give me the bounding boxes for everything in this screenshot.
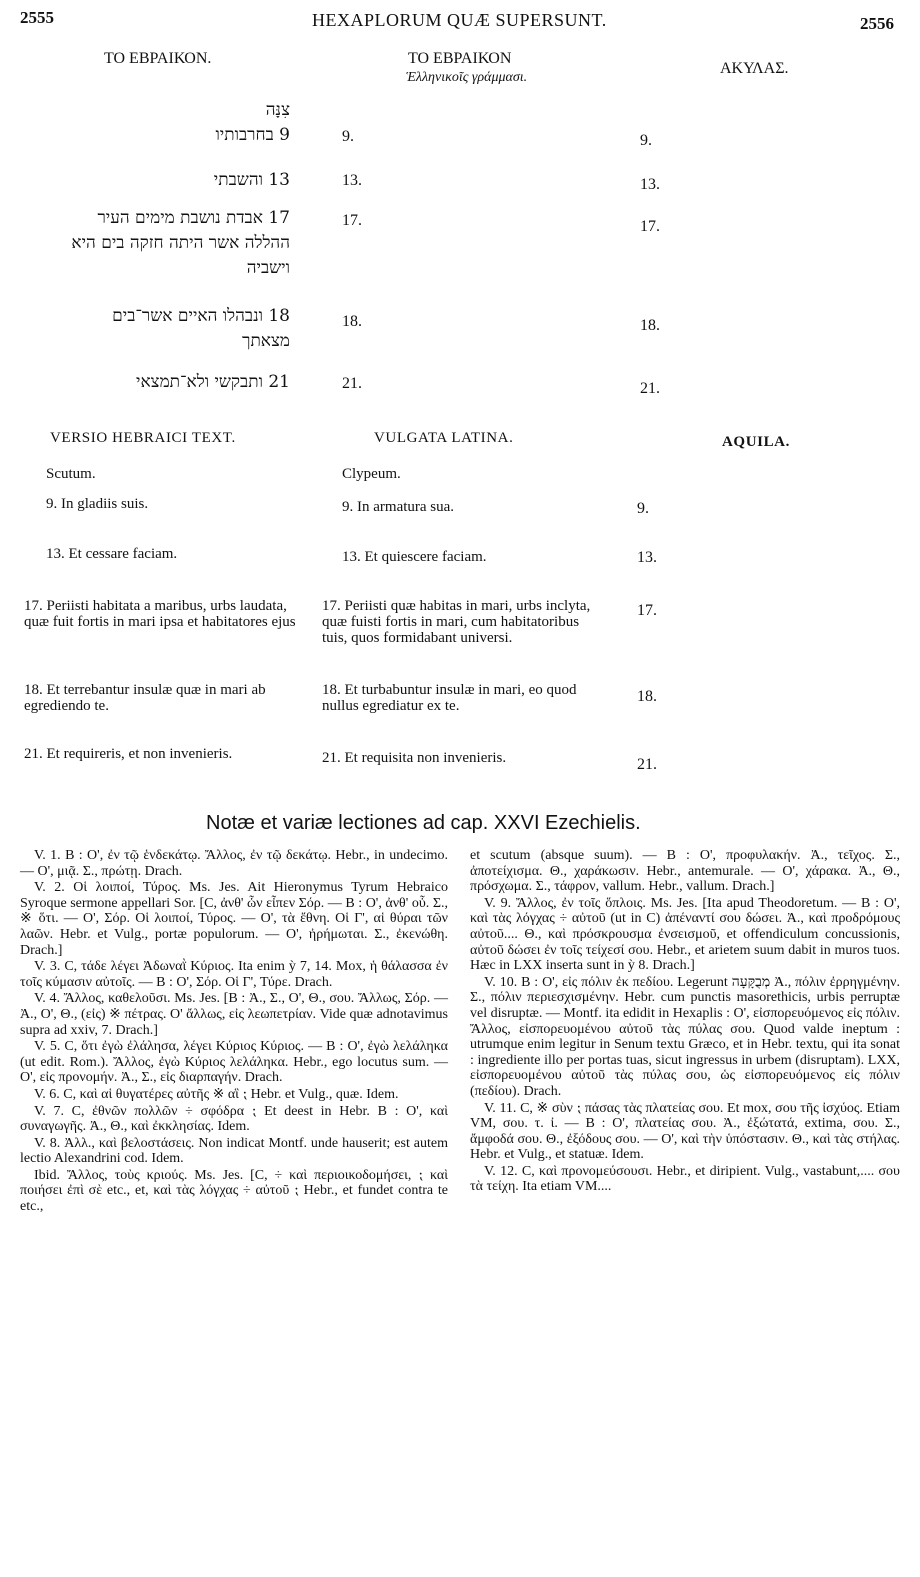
versio-text: 13. Et cessare faciam. <box>46 546 178 562</box>
page-number-left: 2555 <box>20 8 54 27</box>
versio-text: 21. Et requireris, et non invenieris. <box>24 746 233 762</box>
note-paragraph: V. 1. B : Ο', ἐν τῷ ἑνδεκάτῳ. Ἄλλος, ἐν τῷ δεκάτῳ. Hebr., in undecimo. — Ο', μιᾷ. Σ., πρώτῃ. Drach. <box>20 848 448 879</box>
vulgata-text: 18. Et turbabuntur insulæ in mari, eo quod nullus egrediatur ex te. <box>322 682 577 714</box>
note-paragraph: V. 2. Οἱ λοιποί, Τύρος. Ms. Jes. Ait Hieronymus Tyrum Hebraico Syroque sermone appellari Sor. [C, ἀνθ' ὧν εἶπεν Σόρ. — B : Ο', ἀνθ' οὗ. Σ., ※ ὅτι. — Ο', Σόρ. Οἱ λοιποί, Τύρος. — Ο', τὰ ἔθνη. Οἱ Γ', αἱ θύραι τῶν λαῶν. Hebr. et Vulg., portæ populorum. — Ο', ἠρήμωται. Σ., ἐκενώθη. Drach.] <box>20 880 448 958</box>
note-paragraph: V. 12. C, καὶ προνομεύσουσι. Hebr., et diripient. Vulg., vastabunt,.... σου τὰ τείχη. Ita etiam VM.... <box>470 1163 900 1195</box>
verse-number: 17. <box>637 602 657 619</box>
vulgata-text: Clypeum. <box>342 466 401 482</box>
note-paragraph: V. 5. C, ὅτι ἐγὼ ἐλάλησα, λέγει Κύριος Κύριος. — B : Ο', ἐγὼ λελάληκα (ut edit. Rom.). Ἄλλος, ἐγὼ Κύριος λελάληκα. Hebr., ego locutus sum. — Ο', εἰς προνομήν. Ἀ., Σ., εἰς διαρπαγήν. Drach. <box>20 1039 448 1086</box>
note-paragraph: V. 4. Ἄλλος, καθελοῦσι. Ms. Jes. [B : Ἀ., Σ., Ο', Θ., σου. Ἄλλως, Σόρ. — Ἀ., Ο', Θ., (εἰς) ※ πέτρας. Ο' ἄλλως, εἰς λεωπετρίαν. Vide quæ adnotavimus supra ad xxiv, 7. Drach.] <box>20 991 448 1038</box>
verse-number: 18. <box>640 317 660 334</box>
verse-number: 13. <box>342 172 362 189</box>
verse-number: 13. <box>640 176 660 193</box>
note-paragraph: V. 9. Ἄλλος, ἐν τοῖς ὅπλοις. Ms. Jes. [Ita apud Theodoretum. — B : Ο', καὶ τὰς λόγχας ÷ αὐτοῦ (ut in C) ἀπέναντί σου δώσει. Ἀ., καὶ προδρόμους αὐτοῦ.... Θ., καὶ πρόσκρουσμα ἐνσεισμοῦ, et offendiculum concussionis, αὐτοῦ δώσει ἐν τοῖς τείχεσί σου. Hebr., et arietem suum dabit in muros tuos. Hæc in LXX inserta sunt in ỳ 8. Drach.] <box>470 895 900 974</box>
running-title: HEXAPLORUM QUÆ SUPERSUNT. <box>312 10 607 30</box>
hebrew-line: מצאתך <box>242 331 290 351</box>
vulgata-text: 13. Et quiescere faciam. <box>342 549 487 565</box>
notes-title: Notæ et variæ lectiones ad cap. XXVI Ezechielis. <box>206 812 641 834</box>
verse-number: 17. <box>640 218 660 235</box>
hebrew-line: 9 בחרבותיו <box>215 125 290 145</box>
column-subhead-translit: Ἑλληνικοῖς γράμμασι. <box>406 70 528 85</box>
column-head-versio: VERSIO HEBRAICI TEXT. <box>50 430 236 446</box>
column-head-hebrew: ΤΟ ΕΒΡΑΙΚΟΝ. <box>104 50 212 67</box>
note-paragraph: V. 10. B : Ο', εἰς πόλιν ἐκ πεδίου. Legerunt מְבֻקָּעָה Ἀ., πόλιν ἐρρηγμένην. Σ., πόλιν περιεσχισμένην. Hebr. cum punctis masorethicis, urbis perruptæ vel disruptæ. — Montf. ita edidit in Hexaplis : Ο', εἰσπορευόμενος εἰς πόλιν. Ἄλλος, εἰσπορευομένου αὐτοῦ τὰς πύλας σου. Quod valde ineptum : utrumque enim legitur in Senum textu Græco, et in Hebr. textu, qui ita sonat : ingrediente illo per portas tuas, sicut ingressus in urbem (disruptam). LXX, εἰσπορευομένου αὐτοῦ τὰς πύλας σου, ὡς εἰσπορευόμενος εἰς πόλιν (πεδίου). Drach. <box>470 974 900 1099</box>
versio-text: 18. Et terrebantur insulæ quæ in mari ab egrediendo te. <box>24 682 266 714</box>
verse-number: 9. <box>637 500 649 517</box>
page-number-right: 2556 <box>860 14 894 33</box>
verse-number: 9. <box>342 128 354 145</box>
column-head-translit: ΤΟ ΕΒΡΑΙΚΟΝ <box>408 50 512 67</box>
hebrew-line: ההללה אשר היתה חזקה בים היא <box>71 233 290 253</box>
verse-number: 17. <box>342 212 362 229</box>
note-paragraph: Ibid. Ἄλλος, τοὺς κριούς. Ms. Jes. [C, ÷ καὶ περιοικοδομήσει, ⁏ καὶ ποιήσει ἐπὶ σὲ etc., et, καὶ τὰς λόγχας ÷ αὐτοῦ ⁏ Hebr., et fundet contra te etc., <box>20 1167 448 1215</box>
notes-left-column <box>20 848 448 1216</box>
note-paragraph: V. 8. Ἀλλ., καὶ βελοστάσεις. Non indicat Montf. unde hauserit; est autem lectio Alexandrini cod. Idem. <box>20 1135 448 1167</box>
versio-text: 17. Periisti habitata a maribus, urbs laudata, quæ fuit fortis in mari ipsa et habitatores ejus <box>24 598 296 630</box>
column-head-aquila-greek: ΑΚΥΛΑΣ. <box>720 60 789 77</box>
notes-right-column <box>470 848 900 1196</box>
hebrew-line: 13 והשבתי <box>213 170 290 190</box>
note-paragraph: V. 11. C, ※ σὺν ⁏ πάσας τὰς πλατείας σου. Et mox, σου τῆς ἰσχύος. Etiam VM, σου. τ. ἰ. — B : Ο', πλατείας σου. Ἀ., ἐξώτατά, extima, σου. Σ., ἄμφοδά σου. Θ., ἐξόδους σου. — Ο', καὶ τὴν ὑπόστασιν. Θ., καὶ τὰς στήλας. Hebr. et Vulg., et statuæ. Idem. <box>470 1100 900 1163</box>
column-head-vulgata: VULGATA LATINA. <box>374 430 514 446</box>
verse-number: 21. <box>637 756 657 773</box>
hebrew-line: 21 ותבקשי ולא־תמצאי <box>136 372 290 392</box>
note-paragraph: V. 7. C, ἐθνῶν πολλῶν ÷ σφόδρα ⁏ Et deest in Hebr. B : Ο', καὶ συναγωγῆς. Ἀ., Θ., καὶ ἐκκλησίας. Idem. <box>20 1103 448 1135</box>
versio-text: Scutum. <box>46 466 96 482</box>
note-paragraph: V. 3. C, τάδε λέγει Ἀδωναῒ Κύριος. Ita enim ỳ 7, 14. Mox, ἡ θάλασσα ἐν τοῖς κύμασιν αὐτοῖς. — B : Ο', Σόρ. Οἱ Γ', Τύρε. Drach. <box>20 959 448 990</box>
column-head-aquila-latin: AQUILA. <box>722 434 790 450</box>
verse-number: 9. <box>640 132 652 149</box>
verse-number: 18. <box>637 688 657 705</box>
note-paragraph: et scutum (absque suum). — B : Ο', προφυλακήν. Ἀ., τεῖχος. Σ., ἀποτείχισμα. Θ., χαράκωσιν. Hebr., antemurale. — Ο', χάρακα. Ἀ., Θ., πρόσχωμα. Σ., τάφρον, vallum. Hebr., vallum. Drach.] <box>470 848 900 895</box>
hebrew-line: צִנָּה <box>265 100 290 120</box>
versio-text: 9. In gladiis suis. <box>46 496 149 512</box>
vulgata-text: 21. Et requisita non invenieris. <box>322 750 507 766</box>
verse-number: 21. <box>342 375 362 392</box>
hebrew-line: 17 אבדת נושבת מימים העיר <box>97 208 290 228</box>
verse-number: 21. <box>640 380 660 397</box>
vulgata-text: 17. Periisti quæ habitas in mari, urbs inclyta, quæ fuisti fortis in mari, cum habitatoribus tuis, quos formidabant universi. <box>322 598 591 646</box>
vulgata-text: 9. In armatura sua. <box>342 499 455 515</box>
hebrew-line: וישביה <box>246 258 290 278</box>
note-paragraph: V. 6. C, καὶ αἱ θυγατέρες αὐτῆς ※ αἳ ⁏ Hebr. et Vulg., quæ. Idem. <box>34 1086 399 1102</box>
verse-number: 13. <box>637 549 657 566</box>
hebrew-line: 18 ונבהלו האיים אשר־בים <box>112 306 290 326</box>
verse-number: 18. <box>342 313 362 330</box>
